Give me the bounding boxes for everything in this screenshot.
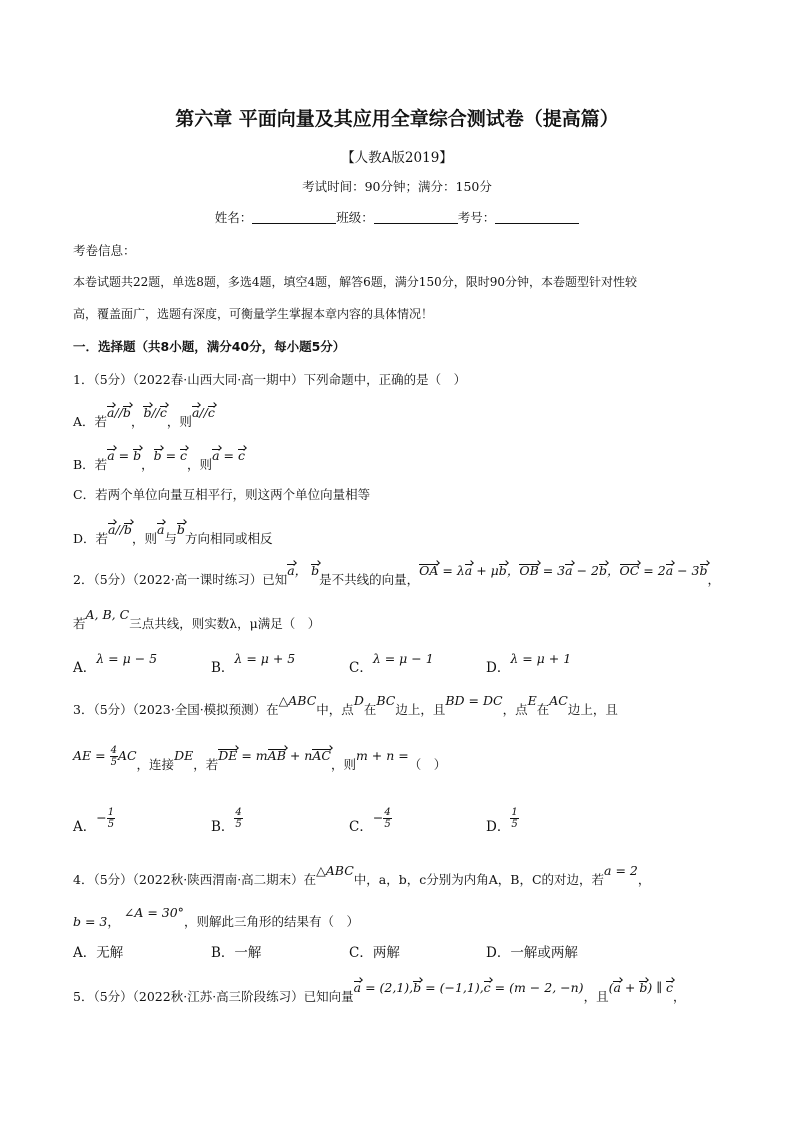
q1-option-b: B．若a = b，b = c，则a = c [73, 448, 245, 472]
q2-option-a: A．λ = μ − 5 [73, 651, 158, 676]
q3-option-a: A．− $\frac{1}{5}$ [73, 807, 115, 835]
edition-label: 【人教A版2019】 [341, 150, 453, 166]
q2-line-2: 若A, B, C三点共线，则实数λ，μ满足（ ） [73, 607, 321, 631]
q5-stem: 5．（5分）（2022秋·江苏·高三阶段练习）已知向量a = (2,1),b = (−1,1),c = (m − 2, −n)，且(a + b) ∥ c， [73, 980, 686, 1004]
info-line-1: 本卷试题共22题，单选8题，多选4题，填空4题，解答6题，满分150分，限时90分钟，本卷题型针对性较 [73, 275, 637, 289]
number-blank [495, 211, 579, 224]
q4-option-d: D．一解或两解 [486, 945, 578, 961]
q4-stem: 4．（5分）（2022秋·陕西渭南·高二期末）在△ABC中，a，b，c分别为内角A，B，C的对边，若a = 2， [73, 863, 651, 887]
q2-option-c: C．λ = μ − 1 [349, 651, 434, 676]
info-line-2: 高，覆盖面广，选题有深度，可衡量学生掌握本章内容的具体情况！ [73, 307, 434, 321]
section-heading: 一．选择题（共8小题，满分40分，每小题5分） [73, 339, 346, 354]
exam-time: 考试时间：90分钟；满分：150分 [302, 179, 492, 194]
info-heading: 考卷信息： [73, 243, 136, 258]
page-title: 第六章 平面向量及其应用全章综合测试卷（提高篇） [175, 108, 619, 130]
q4-option-c: C．两解 [349, 945, 400, 961]
name-blank [252, 211, 336, 224]
q4-option-b: B．一解 [211, 945, 262, 961]
number-label: 考号： [457, 210, 496, 225]
q3-option-d: D． $\frac{1}{5}$ [486, 807, 518, 835]
q1-option-a: A．若a//b，b//c，则a//c [73, 405, 215, 429]
q2-stem: 2．（5分）（2022·高一课时练习）已知a， b是不共线的向量，OA = λa + μb，OB = 3a − 2b，OC = 2a − 3b， [73, 563, 721, 587]
q1-option-c: C．若两个单位向量互相平行，则这两个单位向量相等 [73, 487, 371, 502]
q4-option-a: A．无解 [73, 945, 124, 961]
q1-option-d: D．若a//b，则a与b方向相同或相反 [73, 522, 273, 546]
q2-option-d: D．λ = μ + 1 [486, 651, 572, 676]
class-label: 班级： [336, 210, 374, 225]
q3-option-c: C．− $\frac{4}{5}$ [349, 807, 391, 835]
q3-line-2: AE = $\frac{4}{5}$ AC，连接DE，若DE = mAB + nAC，则m + n =（ ） [73, 745, 447, 772]
q3-option-b: B． $\frac{4}{5}$ [211, 807, 242, 835]
q3-stem: 3．（5分）（2023·全国·模拟预测）在△ABC中，点D在BC边上，且BD = DC，点E在AC边上，且 [73, 693, 618, 717]
class-blank [374, 211, 458, 224]
student-info-row [0, 208, 794, 226]
name-label: 姓名： [214, 210, 253, 225]
q4-line-2: b = 3， ∠A = 30°，则解此三角形的结果有（ ） [73, 905, 359, 929]
q2-option-b: B．λ = μ + 5 [211, 651, 296, 676]
q1-stem: 1．（5分）（2022春·山西大同·高一期中）下列命题中，正确的是（ ） [73, 372, 467, 387]
